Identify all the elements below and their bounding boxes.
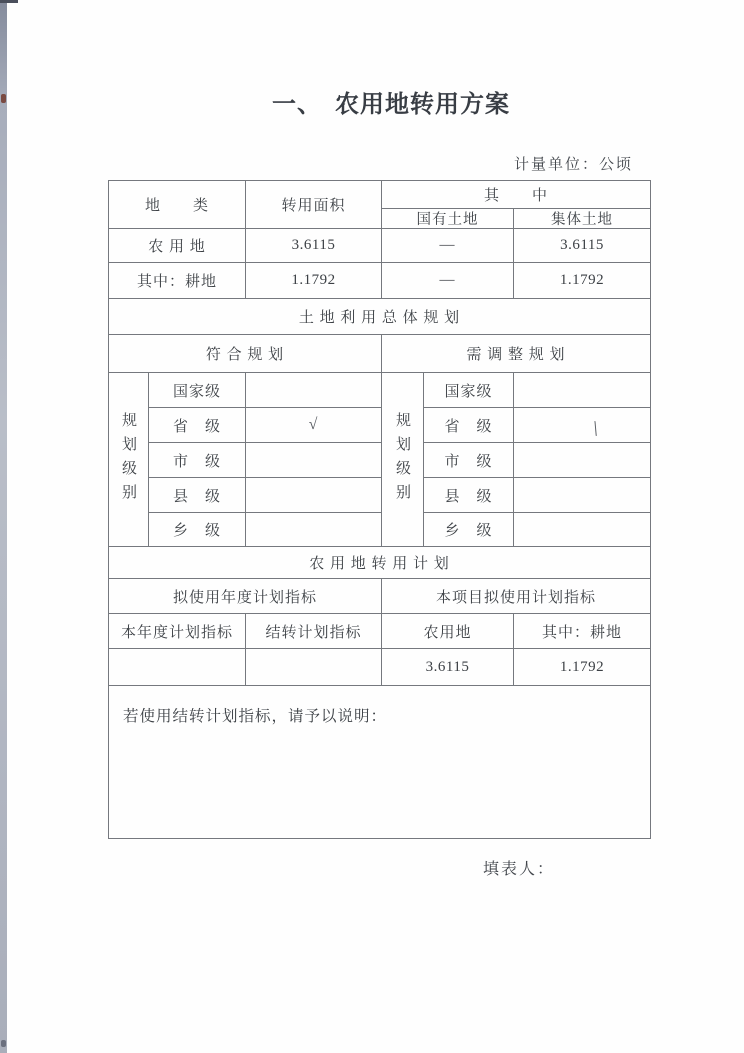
agri-land-collective-value: 3.6115 [514, 229, 651, 263]
adjust-level-national-value [514, 373, 651, 408]
check-mark: √ [308, 416, 319, 433]
project-agri-label: 农用地 [382, 614, 514, 649]
adjust-level-city-value [514, 443, 651, 478]
adjust-level-city-label: 市 级 [424, 443, 514, 478]
scan-corner-artifact [0, 0, 18, 3]
carryover-note: 若使用结转计划指标，请予以说明： [109, 686, 651, 839]
comply-level-province-value [246, 408, 382, 443]
comply-level-county-label: 县 级 [149, 478, 246, 513]
collective-land-header: 集体土地 [514, 209, 651, 229]
comply-level-province-label: 省 级 [149, 408, 246, 443]
annual-current-value [109, 649, 246, 686]
agri-land-state-owned-value: — [382, 229, 514, 263]
project-indicator-header: 本项目拟使用计划指标 [382, 579, 651, 614]
comply-level-city-label: 市 级 [149, 443, 246, 478]
of-which-header: 其 中 [382, 181, 651, 209]
comply-plan-header: 符 合 规 划 [109, 335, 382, 373]
adjust-level-county-value [514, 478, 651, 513]
project-cultivated-label: 其中：耕地 [514, 614, 651, 649]
land-type-header: 地 类 [109, 181, 246, 229]
annual-indicator-header: 拟使用年度计划指标 [109, 579, 382, 614]
adjust-level-national-label: 国家级 [424, 373, 514, 408]
land-conversion-table [108, 180, 651, 839]
slash-mark: \ [589, 415, 602, 441]
adjust-level-county-label: 县 级 [424, 478, 514, 513]
state-owned-land-header: 国有土地 [382, 209, 514, 229]
comply-level-city-value [246, 443, 382, 478]
annual-current-label: 本年度计划指标 [109, 614, 246, 649]
adjust-level-province-value [514, 408, 651, 443]
scan-edge-artifact [0, 0, 7, 1053]
form-filler-label: 填表人： [483, 861, 556, 878]
adjust-level-township-value [514, 513, 651, 547]
conversion-area-header: 转用面积 [246, 181, 382, 229]
conversion-plan-section-title: 农 用 地 转 用 计 划 [109, 547, 651, 579]
agri-land-area-value: 3.6115 [246, 229, 382, 263]
comply-level-township-value [246, 513, 382, 547]
carryover-value [246, 649, 382, 686]
adjust-plan-header: 需 调 整 规 划 [382, 335, 651, 373]
adjust-level-township-label: 乡 级 [424, 513, 514, 547]
cultivated-state-owned-value: — [382, 263, 514, 299]
page-title: 一、 农用地转用方案 [272, 92, 510, 118]
scan-spot-artifact [1, 94, 6, 103]
comply-level-group-label: 规划级别 [109, 373, 149, 547]
agri-land-row-label: 农 用 地 [109, 229, 246, 263]
overall-plan-section-title: 土 地 利 用 总 体 规 划 [109, 299, 651, 335]
project-agri-value: 3.6115 [382, 649, 514, 686]
comply-level-national-label: 国家级 [149, 373, 246, 408]
cultivated-area-value: 1.1792 [246, 263, 382, 299]
cultivated-row-label: 其中：耕地 [109, 263, 246, 299]
adjust-level-group-label: 规划级别 [382, 373, 424, 547]
carryover-label: 结转计划指标 [246, 614, 382, 649]
scan-spot-bottom-artifact [1, 1040, 6, 1047]
adjust-level-province-label: 省 级 [424, 408, 514, 443]
comply-level-national-value [246, 373, 382, 408]
measure-unit-note: 计量单位：公顷 [514, 157, 634, 173]
project-cultivated-value: 1.1792 [514, 649, 651, 686]
comply-level-county-value [246, 478, 382, 513]
comply-level-township-label: 乡 级 [149, 513, 246, 547]
cultivated-collective-value: 1.1792 [514, 263, 651, 299]
